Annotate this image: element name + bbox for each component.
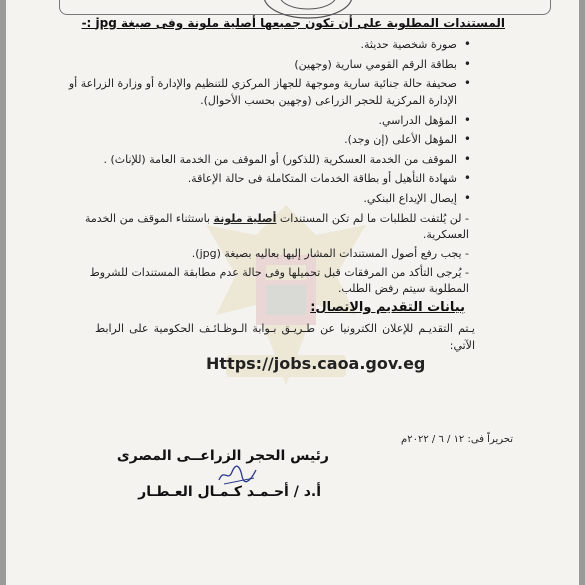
list-item: • المؤهل الدراسي. — [57, 112, 457, 129]
list-item: • صورة شخصية حديثة. — [57, 36, 457, 53]
signer-name: أ.د / أحـمـد كـمـال العـطـار — [138, 484, 321, 500]
note-3: - يُرجى التأكد من المرفقات قبل تحميلها وفى حالة عدم مطابقة المستندات للشروط المطلوبة سيتم رفض الطلب. — [89, 266, 469, 295]
list-item: • المؤهل الأعلى (إن وجد). — [57, 131, 457, 148]
document-page — [6, 0, 579, 585]
contact-title: بيانات التقديم والاتصال: — [310, 300, 465, 315]
issue-date: تحريراً فى: ١٢ / ٦ / ٢٠٢٢م — [401, 434, 513, 445]
note-2: - يجب رفع أصول المستندات المشار إليها بعاليه بصيغة (jpg). — [191, 247, 469, 260]
note-1 — [74, 211, 469, 243]
list-item: • شهادة التأهيل أو بطاقة الخدمات المتكاملة فى حالة الإعاقة. — [57, 170, 457, 187]
list-item: • بطاقة الرقم القومي سارية (وجهين) — [57, 56, 457, 73]
required-documents-list — [57, 36, 471, 209]
notes-section — [74, 211, 469, 300]
list-item: • الموقف من الخدمة العسكرية (للذكور) أو الموقف من الخدمة العامة (للإناث) . — [57, 151, 457, 168]
application-url-link[interactable]: Https://jobs.caoa.gov.eg — [206, 354, 426, 373]
list-item: • إيصال الإيداع البنكي. — [57, 190, 457, 207]
contact-body: يـتم التقديـم للإعلان الكترونيا عن طـريـق بـوابة الـوظـائـف الحكومية على الرابط الآتي: — [95, 322, 475, 352]
note-1-emphasis: أصلية ملونة — [213, 212, 277, 225]
signer-title: رئيس الحجر الزراعــى المصرى — [116, 448, 329, 464]
documents-heading: المستندات المطلوبة على أن تكون جميعها أصلية ملونة وفى صيغة jpg :- — [81, 16, 505, 30]
list-item: • صحيفة حالة جنائية سارية وموجهة للجهاز المركزي للتنظيم والإدارة أو وزارة الزراعة أو الإدارة المركزية للحجر الزراعى (وجهين بحسب الأحوال). — [57, 75, 457, 109]
note-1-start: - لن يُلتفت للطلبات ما لم تكن المستندات — [276, 212, 469, 225]
note-1-end: باستثناء الموقف من الخدمة العسكرية. — [85, 212, 469, 241]
